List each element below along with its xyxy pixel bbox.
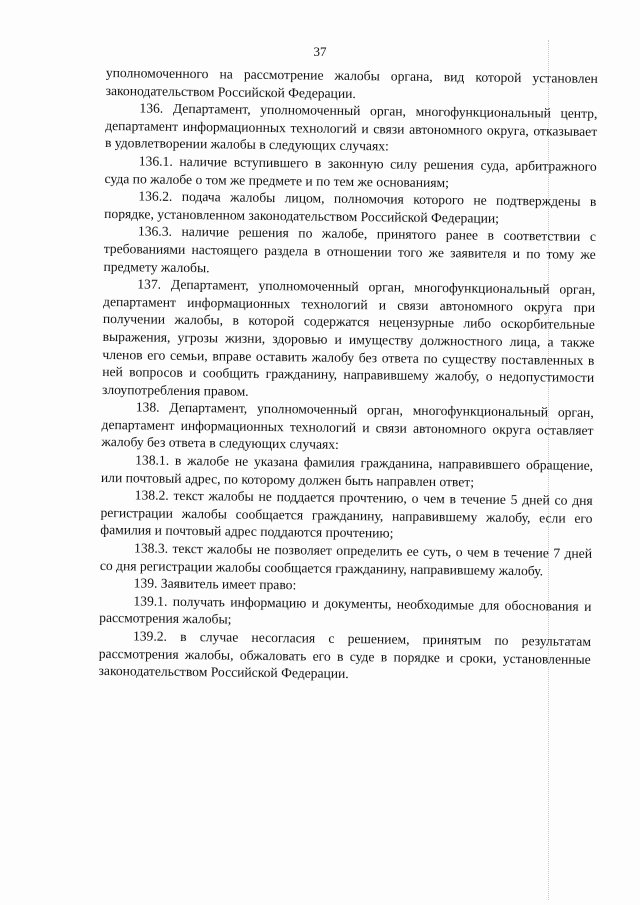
paragraph-139-1: 139.1. получать информацию и документы, необходимые для обоснования и рассмотрения жалобы; [99,593,592,627]
paragraph-continuation: уполномоченного на рассмотрение жалобы органа, вид которой установлен законодательством Российской Федерации. [105,64,598,101]
paragraph-138-3: 138.3. текст жалобы не позволяет определить ее суть, о чем в течение 7 дней со дня регистрации жалобы сообщается гражданину, направившему жалобу. [99,540,593,579]
paragraph-139: 139. Заявитель имеет право: [133,575,297,593]
paragraph-138-1: 138.1. в жалобе не указана фамилия гражданина, направившего обращение, или почтовый адрес, по которому должен быть направлен ответ; [100,452,594,490]
paragraph-136-1: 136.1. наличие вступившего в законную силу решения суда, арбитражного суда по жалобе о том же предмете и по тем же основаниям; [104,153,597,190]
paragraph-138: 138. Департамент, уполномоченный орган, многофункциональный орган, департамент информационных технологий и связи автономного округа оставляет жалобу без ответа в следующих случаях: [101,399,594,453]
paragraph-136: 136. Департамент, уполномоченный орган, многофункциональный центр, департамент информационных технологий и связи автономного округа, отказывает в удовлетворении жалобы в следующих случаях: [104,100,598,154]
paragraph-139-2: 139.2. в случае несогласия с решением, принятым по результатам рассмотрения жалобы, обжаловать его в суде в порядке и сроки, установленные законодательством Российской Федерации. [98,628,592,682]
paragraph-136-2: 136.2. подача жалобы лицом, полномочия которого не подтверждены в порядке, установленном законодательством Российской Федерации; [104,188,597,226]
paragraph-137: 137. Департамент, уполномоченный орган, многофункциональный орган, департамент информационных технологий и связи автономного округа при получении жалобы, в которой содержатся нецензурные либо оскорбительные выражения, угрозы жизни, здоровью и имуществу должностного лица, а также членов его семьи, вправе оставить жалобу без ответа по существу поставленных в ней вопросов и сообщить гражданину, направившему жалобу, о недопустимости злоупотребления правом. [101,276,596,399]
page-number: 37 [313,44,327,59]
paragraph-138-2: 138.2. текст жалобы не поддается прочтению, о чем в течение 5 дней со дня регистрации жалобы сообщается гражданину, направившему жалобу, если его фамилия и почтовый адрес поддаются прочтению; [100,487,593,541]
document-body [98,64,597,686]
paragraph-136-3: 136.3. наличие решения по жалобе, принятого ранее в соответствии с требованиями настоящего раздела в отношении того же заявителя и по тому же предмету жалобы. [103,223,597,275]
